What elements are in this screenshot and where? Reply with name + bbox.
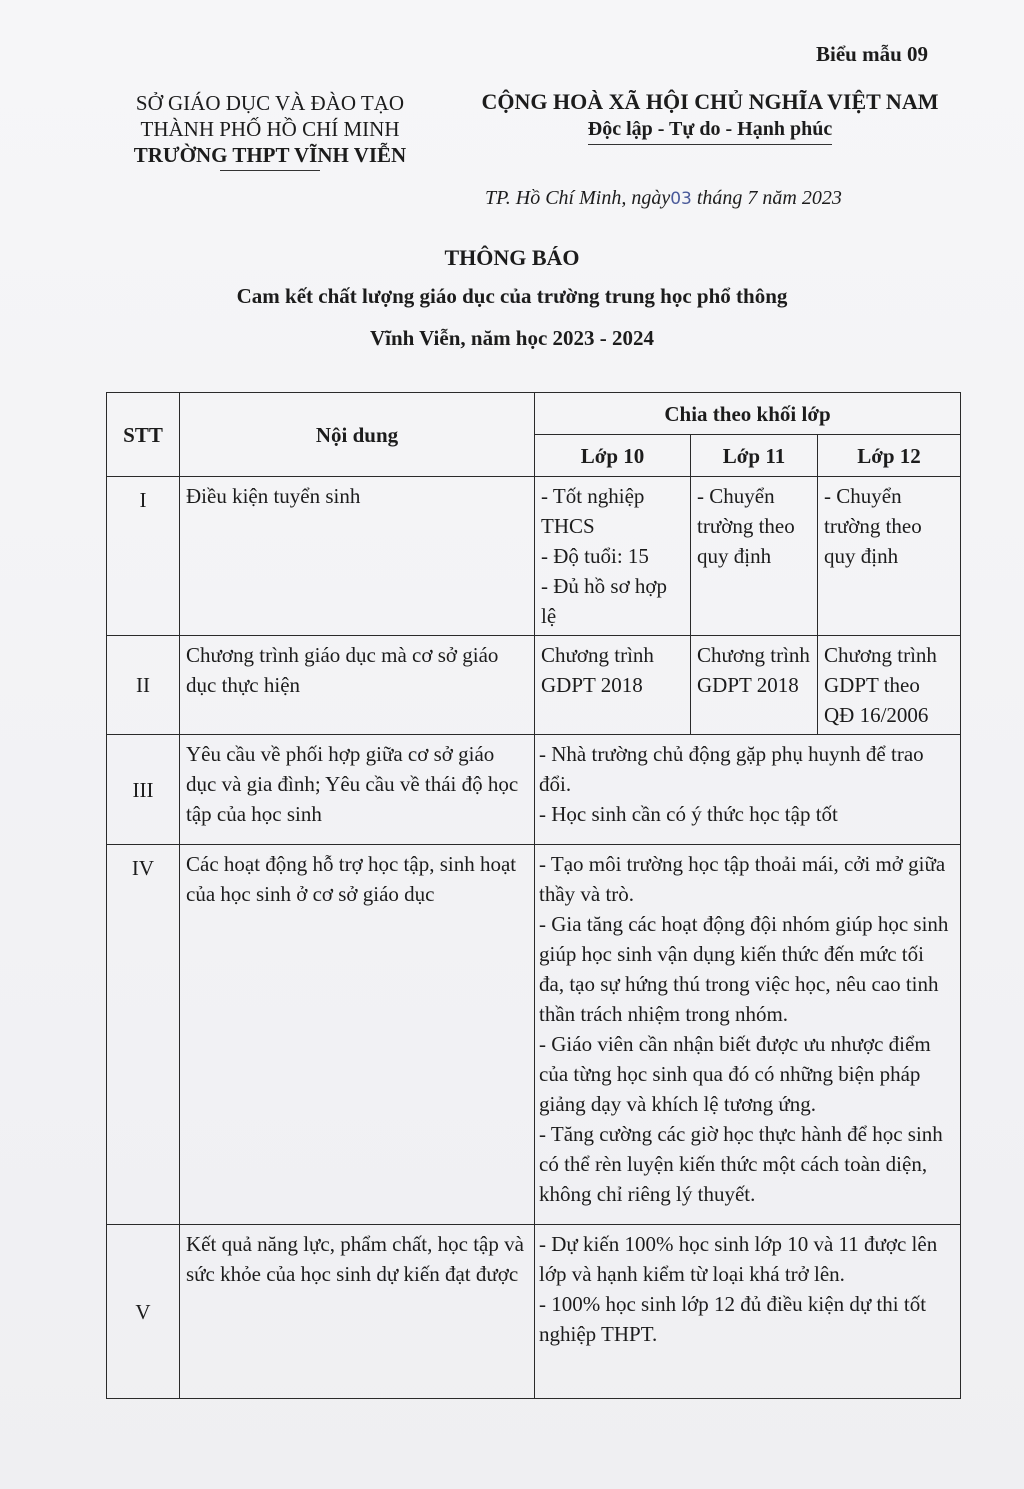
cell-line: - Đủ hồ sơ hợp lệ [541, 574, 668, 628]
row-content: Chương trình giáo dục mà cơ sở giáo dục thực hiện [180, 636, 535, 735]
row-grade-10: Chương trình GDPT 2018 [535, 636, 691, 735]
nation-name: CỘNG HOÀ XÃ HỘI CHỦ NGHĨA VIỆT NAM [481, 89, 939, 114]
row-content: Các hoạt động hỗ trợ học tập, sinh hoạt của học sinh ở cơ sở giáo dục [180, 845, 535, 1225]
cell-line: - Tạo môi trường học tập thoải mái, cởi mở giữa thầy và trò. [539, 852, 946, 906]
table-row [107, 477, 961, 636]
cell-line: - Độ tuổi: 15 [541, 544, 649, 568]
header-stt: STT [107, 393, 180, 477]
national-header [440, 88, 980, 145]
document-title: THÔNG BÁO [444, 245, 580, 270]
row-stt: I [107, 477, 180, 636]
table-row [107, 636, 961, 735]
row-grade-11: - Chuyển trường theo quy định [691, 477, 818, 636]
cell-line: - Tăng cường các giờ học thực hành để học sinh có thể rèn luyện kiến thức một cách toàn diện, không chỉ riêng lý thuyết. [539, 1122, 943, 1206]
dept-line-1: SỞ GIÁO DỤC VÀ ĐÀO TẠO [135, 91, 405, 115]
issue-date [485, 187, 842, 210]
row-content: Kết quả năng lực, phẩm chất, học tập và sức khỏe của học sinh dự kiến đạt được [180, 1225, 535, 1399]
row-content: Yêu cầu về phối hợp giữa cơ sở giáo dục và gia đình; Yêu cầu về thái độ học tập của học sinh [180, 735, 535, 845]
cell-line: - Học sinh cần có ý thức học tập tốt [539, 802, 838, 826]
header-grade-10: Lớp 10 [535, 435, 691, 477]
row-content: Điều kiện tuyển sinh [180, 477, 535, 636]
document-subtitle-2: Vĩnh Viễn, năm học 2023 - 2024 [369, 326, 655, 350]
header-grade-12: Lớp 12 [818, 435, 961, 477]
header-grade-group: Chia theo khối lớp [535, 393, 961, 435]
row-grade-11: Chương trình GDPT 2018 [691, 636, 818, 735]
row-grade-10 [535, 477, 691, 636]
cell-line: - Nhà trường chủ động gặp phụ huynh để trao đổi. [539, 742, 924, 796]
table-row [107, 735, 961, 845]
row-merged-content [535, 845, 961, 1225]
dept-line-2: THÀNH PHỐ HỒ CHÍ MINH [140, 117, 400, 141]
row-grade-12: - Chuyển trường theo quy định [818, 477, 961, 636]
table-row [107, 1225, 961, 1399]
row-stt: III [107, 735, 180, 845]
cell-line: - Tốt nghiệp THCS [541, 484, 645, 538]
row-stt: V [107, 1225, 180, 1399]
row-grade-12: Chương trình GDPT theo QĐ 16/2006 [818, 636, 961, 735]
commitment-table [106, 392, 961, 1399]
row-stt: II [107, 636, 180, 735]
row-merged-content [535, 735, 961, 845]
date-prefix: TP. Hồ Chí Minh, ngày [485, 187, 671, 209]
school-name: TRƯỜNG THPT VĨNH VIỄN [133, 143, 407, 167]
cell-line: - Gia tăng các hoạt động đội nhóm giúp học sinh giúp học sinh vận dụng kiến thức đến mức tối đa, tạo sự hứng thú trong việc học, nêu cao tinh thần trách nhiệm trong nhóm. [539, 912, 949, 1026]
header-content: Nội dung [180, 393, 535, 477]
document-subtitle-1: Cam kết chất lượng giáo dục của trường trung học phổ thông [236, 284, 788, 308]
row-merged-content [535, 1225, 961, 1399]
table-row [107, 845, 961, 1225]
issuing-agency [100, 90, 440, 171]
cell-line: - Dự kiến 100% học sinh lớp 10 và 11 được lên lớp và hạnh kiểm từ loại khá trở lên. [539, 1232, 938, 1286]
school-underline [220, 170, 320, 171]
cell-line: - 100% học sinh lớp 12 đủ điều kiện dự thi tốt nghiệp THPT. [539, 1292, 927, 1346]
date-day: 03 [670, 189, 692, 209]
cell-line: - Giáo viên cần nhận biết được ưu nhược điểm của từng học sinh qua đó có những biện pháp giảng dạy và khích lệ tương ứng. [539, 1032, 931, 1116]
date-suffix: tháng 7 năm 2023 [696, 187, 842, 209]
header-grade-11: Lớp 11 [691, 435, 818, 477]
form-number: Biểu mẫu 09 [815, 42, 928, 66]
row-stt: IV [107, 845, 180, 1225]
national-motto: Độc lập - Tự do - Hạnh phúc [588, 116, 832, 145]
